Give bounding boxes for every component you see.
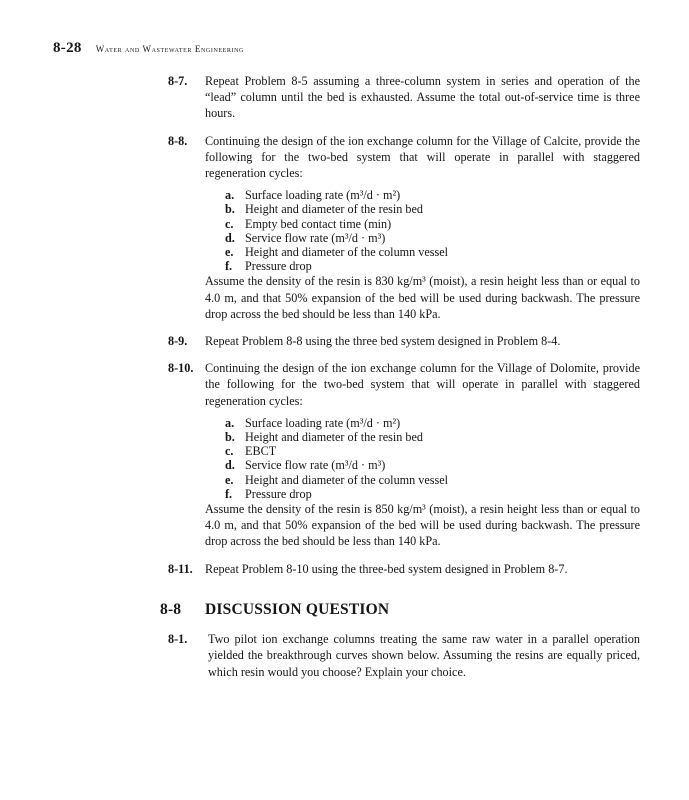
- item-text: Pressure drop: [245, 259, 312, 274]
- problem-text: Two pilot ion exchange columns treating the same raw water in a parallel operation yielded the breakthrough curves shown below. Assuming the resins are equally priced, which resin would you choose? Explain your choice.: [208, 632, 640, 679]
- item-letter: f.: [225, 259, 233, 274]
- problem-number: 8-8.: [168, 133, 188, 148]
- problem-8-10: [168, 360, 640, 549]
- problem-text: Repeat Problem 8-10 using the three-bed system designed in Problem 8-7.: [205, 561, 568, 576]
- list-item: [205, 202, 640, 216]
- list-item: [205, 259, 640, 273]
- list-item: [205, 245, 640, 259]
- list-item: [205, 188, 640, 202]
- section-number: 8-8: [160, 600, 182, 618]
- item-letter: b.: [225, 202, 235, 217]
- section-title: DISCUSSION QUESTION: [205, 600, 390, 618]
- problems-content: [160, 73, 640, 691]
- item-letter: f.: [225, 486, 233, 501]
- list-item: [205, 231, 640, 245]
- assumption-note: Assume the density of the resin is 830 kg/m³ (moist), a resin height less than or equal to 4.0 m, and that 50% expansion of the bed will be used during backwash. The pressure drop across the bed should be less than 140 kPa.: [205, 274, 640, 321]
- page-number: 8-28: [53, 40, 82, 56]
- list-item: [205, 473, 640, 487]
- problem-body: [205, 73, 640, 122]
- item-text: Surface loading rate (m³/d · m²): [245, 415, 401, 430]
- item-letter: a.: [225, 188, 235, 203]
- problem-number: 8-11.: [168, 561, 193, 576]
- problem-8-9: [168, 333, 640, 349]
- problem-number: 8-7.: [168, 74, 188, 88]
- item-letter: d.: [225, 458, 235, 473]
- problem-body: [205, 360, 640, 549]
- list-item: [205, 416, 640, 430]
- problem-8-7: [168, 73, 640, 122]
- item-letter: d.: [225, 230, 235, 245]
- problem-body: [205, 133, 640, 322]
- problem-body: [205, 561, 640, 577]
- running-title: Water and Wastewater Engineering: [95, 44, 244, 54]
- item-letter: b.: [225, 430, 235, 445]
- problem-8-11: [168, 561, 640, 577]
- problem-text: Continuing the design of the ion exchange column for the Village of Dolomite, provide the following for the two-bed system that will operate in parallel with staggered regeneration cycles:: [205, 361, 640, 408]
- assumption-note: Assume the density of the resin is 850 kg/m³ (moist), a resin height less than or equal to 4.0 m, and that 50% expansion of the bed will be used during backwash. The pressure drop across the bed should be less than 140 kPa.: [205, 502, 640, 549]
- item-text: Pressure drop: [245, 486, 312, 501]
- problem-text: Repeat Problem 8-8 using the three bed system designed in Problem 8-4.: [205, 334, 561, 349]
- problem-body: [208, 631, 640, 680]
- page-header: [53, 40, 244, 57]
- item-text: Surface loading rate (m³/d · m²): [245, 188, 401, 203]
- item-letter: e.: [225, 472, 234, 487]
- discussion-problem-8-1: [168, 631, 640, 680]
- list-item: [205, 487, 640, 501]
- problem-body: [205, 333, 640, 349]
- problem-number: 8-9.: [168, 334, 188, 349]
- item-text: Height and diameter of the column vessel: [245, 472, 449, 487]
- item-text: Height and diameter of the resin bed: [245, 202, 424, 217]
- item-letter: a.: [225, 415, 235, 430]
- section-heading: [160, 602, 640, 618]
- list-item: [205, 444, 640, 458]
- requirements-list: [205, 188, 640, 273]
- problem-text: Continuing the design of the ion exchange column for the Village of Calcite, provide the following for the two-bed system that will operate in parallel with staggered regeneration cycles:: [205, 133, 640, 181]
- list-item: [205, 217, 640, 231]
- item-letter: e.: [225, 245, 234, 260]
- item-text: Empty bed contact time (min): [245, 216, 392, 231]
- item-letter: c.: [225, 216, 234, 231]
- item-text: EBCT: [245, 444, 277, 459]
- item-text: Height and diameter of the column vessel: [245, 245, 449, 260]
- requirements-list: [205, 416, 640, 501]
- problem-number: 8-10.: [168, 361, 194, 376]
- item-text: Height and diameter of the resin bed: [245, 430, 424, 445]
- item-letter: c.: [225, 444, 234, 459]
- list-item: [205, 430, 640, 444]
- item-text: Service flow rate (m³/d · m³): [245, 458, 386, 473]
- item-text: Service flow rate (m³/d · m³): [245, 230, 386, 245]
- problem-8-8: [168, 133, 640, 322]
- problem-text: Repeat Problem 8-5 assuming a three-column system in series and operation of the “lead” column until the bed is exhausted. Assume the total out-of-service time is three hours.: [205, 74, 640, 121]
- list-item: [205, 458, 640, 472]
- problem-number: 8-1.: [168, 632, 188, 647]
